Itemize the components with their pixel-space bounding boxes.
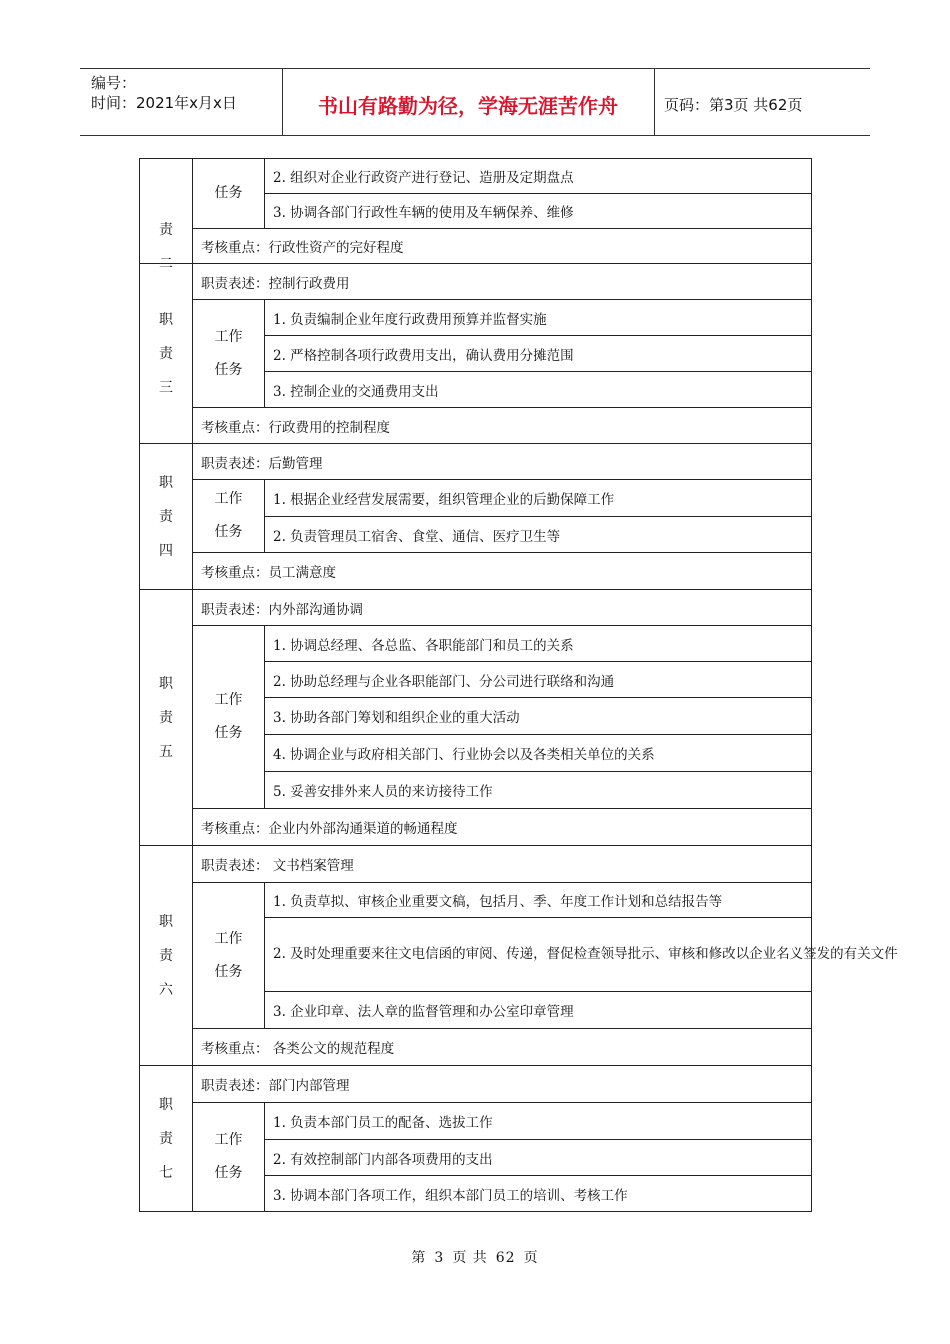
task-label: 工作 任务 [193, 300, 265, 408]
duty-label [140, 590, 193, 846]
header-bottom-rule [80, 135, 870, 136]
task-label: 任务 [193, 159, 265, 229]
duty-description: 职责表述：后勤管理 [193, 444, 812, 480]
header-motto: 书山有路勤为径，学海无涯苦作舟 [318, 94, 618, 118]
kpi-row: 考核重点：行政费用的控制程度 [193, 408, 812, 444]
page-label: 页码：第3页 共62页 [664, 96, 803, 114]
task-item: 2. 负责管理员工宿舍、食堂、通信、医疗卫生等 [265, 517, 812, 553]
kpi-row: 考核重点：企业内外部沟通渠道的畅通程度 [193, 809, 812, 846]
task-item: 1. 协调总经理、各总监、各职能部门和员工的关系 [265, 626, 812, 662]
duty-label [140, 264, 193, 444]
duty-name: 职 责 五 [159, 675, 173, 760]
footer-page-num: 3 [434, 1250, 445, 1266]
kpi-row: 考核重点：员工满意度 [193, 553, 812, 590]
duty-label [140, 444, 193, 590]
task-item: 5. 妥善安排外来人员的来访接待工作 [265, 772, 812, 809]
duty-name: 职 责 四 [159, 474, 173, 559]
duty-name: 职 责 七 [159, 1096, 173, 1181]
serial-label: 编号： [91, 74, 137, 92]
task-item: 1. 负责编制企业年度行政费用预算并监督实施 [265, 300, 812, 336]
task-item: 1. 根据企业经营发展需要，组织管理企业的后勤保障工作 [265, 480, 812, 517]
task-item: 3. 协助各部门筹划和组织企业的重大活动 [265, 698, 812, 735]
footer-mid: 页 共 [452, 1250, 488, 1266]
duty-name: 职 责 六 [159, 913, 173, 998]
task-label: 工作 任务 [193, 480, 265, 553]
task-item: 1. 负责本部门员工的配备、选拔工作 [265, 1103, 812, 1140]
footer-suffix: 页 [523, 1250, 539, 1266]
task-item: 2. 严格控制各项行政费用支出，确认费用分摊范围 [265, 336, 812, 372]
task-item: 2. 有效控制部门内部各项费用的支出 [265, 1140, 812, 1176]
task-item: 2. 组织对企业行政资产进行登记、造册及定期盘点 [265, 159, 812, 194]
page-footer [0, 1247, 950, 1267]
task-label: 工作 任务 [193, 1103, 265, 1212]
header-top-rule [80, 68, 870, 69]
time-label: 时间：2021年x月x日 [91, 94, 237, 112]
task-label: 工作 任务 [193, 883, 265, 1029]
duty-name: 责 二 [159, 222, 173, 272]
duty-name: 职 责 三 [159, 311, 173, 396]
duty-label [140, 159, 193, 272]
duty-description: 职责表述：部门内部管理 [193, 1066, 812, 1103]
header-divider [654, 69, 655, 136]
footer-prefix: 第 [411, 1250, 427, 1266]
task-item: 2. 及时处理重要来往文电信函的审阅、传递，督促检查领导批示、审核和修改以企业名义签发的有关文件 [265, 918, 812, 992]
task-label: 工作 任务 [193, 626, 265, 809]
duty-description: 职责表述：内外部沟通协调 [193, 590, 812, 626]
duty-label [140, 1066, 193, 1212]
duty-label [140, 846, 193, 1066]
task-item: 3. 控制企业的交通费用支出 [265, 372, 812, 408]
task-item: 1. 负责草拟、审核企业重要文稿，包括月、季、年度工作计划和总结报告等 [265, 883, 812, 918]
kpi-row: 考核重点： 各类公文的规范程度 [193, 1029, 812, 1066]
task-item: 3. 协调各部门行政性车辆的使用及车辆保养、维修 [265, 194, 812, 229]
duty-description: 职责表述：控制行政费用 [193, 264, 812, 300]
task-item: 2. 协助总经理与企业各职能部门、分公司进行联络和沟通 [265, 662, 812, 698]
task-item: 4. 协调企业与政府相关部门、行业协会以及各类相关单位的关系 [265, 735, 812, 772]
duty-description: 职责表述： 文书档案管理 [193, 846, 812, 883]
task-item: 3. 协调本部门各项工作，组织本部门员工的培训、考核工作 [265, 1176, 812, 1212]
kpi-row: 考核重点：行政性资产的完好程度 [193, 229, 812, 264]
task-item: 3. 企业印章、法人章的监督管理和办公室印章管理 [265, 992, 812, 1029]
footer-page-total: 62 [495, 1250, 516, 1266]
responsibilities-table [139, 158, 898, 1212]
